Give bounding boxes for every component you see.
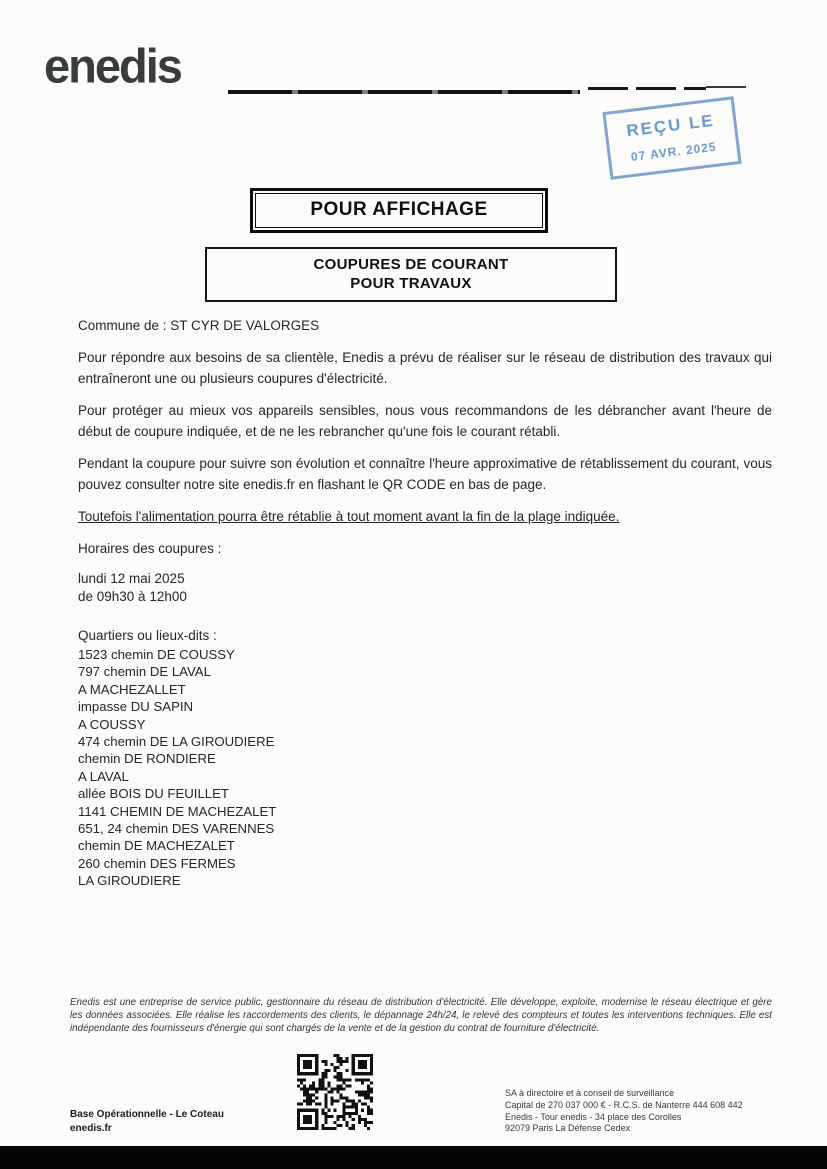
- schedule-date: lundi 12 mai 2025: [78, 571, 185, 586]
- commune-line: Commune de : ST CYR DE VALORGES: [78, 318, 320, 333]
- scan-artifact-line: [588, 87, 706, 90]
- legal-footer-text: Enedis est une entreprise de service public, gestionnaire du réseau de distribution d'électricité. Elle développe, exploite, modernise le réseau électrique et gère les données associées. Elle réalise les raccordements des clients, le dépannage 24h/24, le relevé des compteurs et toutes les interventions techniques. Elle est indépendante des fournisseurs d'énergie qui sont chargés de la vente et de la gestion du contrat de fourniture d'électricité.: [70, 997, 772, 1034]
- list-item: allée BOIS DU FEUILLET: [78, 786, 229, 802]
- list-item: 474 chemin DE LA GIROUDIERE: [78, 734, 275, 750]
- website-label: enedis.fr: [70, 1123, 112, 1134]
- pour-affichage-box: [250, 188, 548, 233]
- stamp-received-label: REÇU LE: [625, 110, 716, 141]
- list-item: 651, 24 chemin DES VARENNES: [78, 821, 275, 837]
- list-item: 1523 chemin DE COUSSY: [78, 647, 235, 662]
- base-operationnelle-label: Base Opérationnelle - Le Coteau: [70, 1109, 224, 1120]
- list-item: chemin DE RONDIERE: [78, 751, 216, 767]
- districts-list: [78, 646, 772, 890]
- scan-artifact-line: [228, 90, 580, 94]
- company-info-block: [505, 1088, 743, 1135]
- stamp-date: 07 AVR. 2025: [630, 139, 718, 165]
- paragraph-qr-info: Pendant la coupure pour suivre son évolution et connaître l'heure approximative de rétablissement du courant, vous pouvez consulter notre site enedis.fr en flashant le QR CODE en bas de page.: [78, 456, 772, 492]
- list-item: A MACHEZALLET: [78, 681, 186, 697]
- paragraph-unplug-advice: Pour protéger au mieux vos appareils sensibles, nous vous recommandons de les débrancher avant l'heure de début de coupure indiquée, et de ne les rebrancher qu'une fois le courant rétabli.: [78, 403, 772, 439]
- company-line: 92079 Paris La Défense Cedex: [505, 1123, 631, 1134]
- coupures-title-box: [205, 247, 617, 302]
- list-item: 260 chemin DES FERMES: [78, 855, 236, 871]
- scan-artifact-line: [706, 86, 746, 88]
- list-item: A LAVAL: [78, 768, 129, 784]
- list-item: LA GIROUDIERE: [78, 873, 181, 889]
- districts-label: Quartiers ou lieux-dits :: [78, 628, 217, 643]
- coupures-title-line1: COUPURES DE COURANT: [313, 256, 509, 273]
- list-item: 1141 CHEMIN DE MACHEZALET: [78, 803, 277, 819]
- pour-affichage-inner-frame: [255, 193, 543, 228]
- list-item: impasse DU SAPIN: [78, 699, 194, 715]
- notice-body: [78, 315, 772, 890]
- qr-code: [297, 1054, 373, 1130]
- base-operationnelle-block: [70, 1108, 224, 1136]
- company-line: Capital de 270 037 000 € - R.C.S. de Nanterre 444 608 442: [505, 1099, 743, 1110]
- list-item: 797 chemin DE LAVAL: [78, 664, 211, 680]
- scan-bottom-edge-bar: [0, 1146, 827, 1169]
- paragraph-works: Pour répondre aux besoins de sa clientèle, Enedis a prévu de réaliser sur le réseau de distribution des travaux qui entraîneront une ou plusieurs coupures d'électricité.: [78, 350, 772, 386]
- schedule-label: Horaires des coupures :: [78, 541, 222, 556]
- notice-early-restore: Toutefois l'alimentation pourra être rétablie à tout moment avant la fin de la plage indiquée.: [78, 509, 620, 524]
- company-line: SA à directoire et à conseil de surveillance: [505, 1088, 675, 1098]
- received-stamp: [602, 96, 741, 180]
- pour-affichage-title: POUR AFFICHAGE: [310, 199, 488, 220]
- schedule-time: de 09h30 à 12h00: [78, 589, 187, 604]
- company-line: Enedis - Tour enedis - 34 place des Corolles: [505, 1111, 682, 1122]
- coupures-title-line2: POUR TRAVAUX: [350, 275, 472, 292]
- enedis-logo: enedis: [44, 38, 181, 93]
- list-item: chemin DE MACHEZALET: [78, 838, 235, 854]
- list-item: A COUSSY: [78, 716, 146, 732]
